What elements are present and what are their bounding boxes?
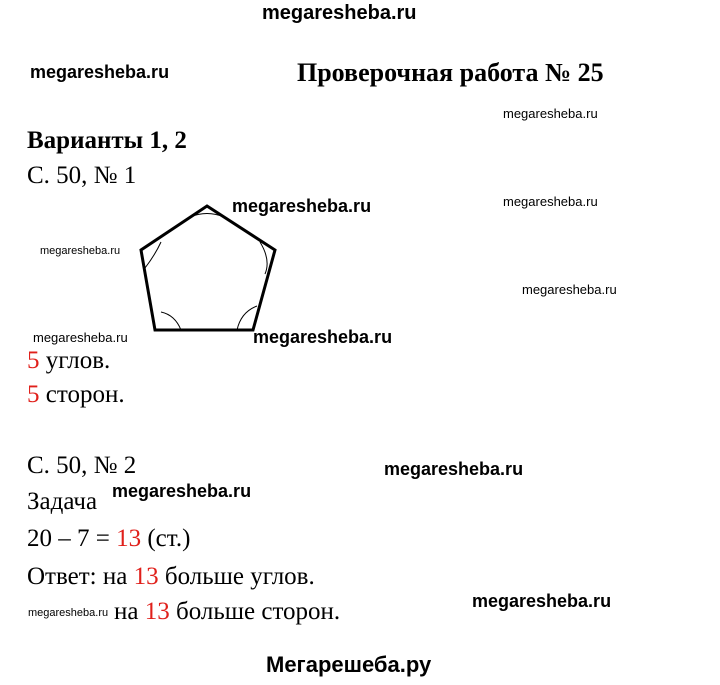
watermark: megaresheba.ru [28,607,109,619]
answer-rest-1: больше углов. [158,563,315,590]
sides-line [27,381,125,409]
pentagon-figure [135,200,285,340]
variants-heading: Варианты 1, 2 [27,127,187,154]
expression-unit: (ст.) [141,525,191,552]
pentagon-outline [141,206,275,330]
sides-count: 5 [27,381,40,408]
task2-ref: С. 50, № 2 [27,452,137,479]
watermark: megaresheba.ru [112,481,252,501]
answer-rest-2: больше сторон. [169,598,341,625]
angle-mark [260,242,267,274]
answer-line-1 [27,563,315,591]
expression-result: 13 [116,525,142,552]
watermark: megaresheba.ru [30,62,170,82]
angles-line [27,347,110,375]
answer2-prefix: на [114,598,145,625]
task2-expression [27,525,190,553]
angle-mark [161,312,181,330]
watermark: megaresheba.ru [40,245,121,257]
angles-count: 5 [27,347,40,374]
task1-ref: С. 50, № 1 [27,162,137,189]
answer-prefix: Ответ: на [27,563,134,590]
sides-label: сторон. [45,381,125,408]
expression-text: 20 – 7 = [27,525,117,552]
watermark: megaresheba.ru [503,106,598,121]
watermark: megaresheba.ru [33,330,128,345]
watermark: megaresheba.ru [472,591,612,611]
angles-label: углов. [45,347,111,374]
answer-line-2 [114,598,340,626]
answer-number-2: 13 [144,598,170,625]
watermark: megaresheba.ru [503,194,598,209]
footer-brand: Мегарешеба.ру [266,652,432,677]
watermark: megaresheba.ru [522,282,617,297]
page-title: Проверочная работа № 25 [297,58,604,87]
watermark: megaresheba.ru [384,459,524,479]
watermark: megaresheba.ru [253,327,393,347]
answer-number-1: 13 [133,563,159,590]
task2-label: Задача [27,488,98,515]
watermark: megaresheba.ru [232,196,372,216]
watermark-top: megaresheba.ru [262,2,417,24]
